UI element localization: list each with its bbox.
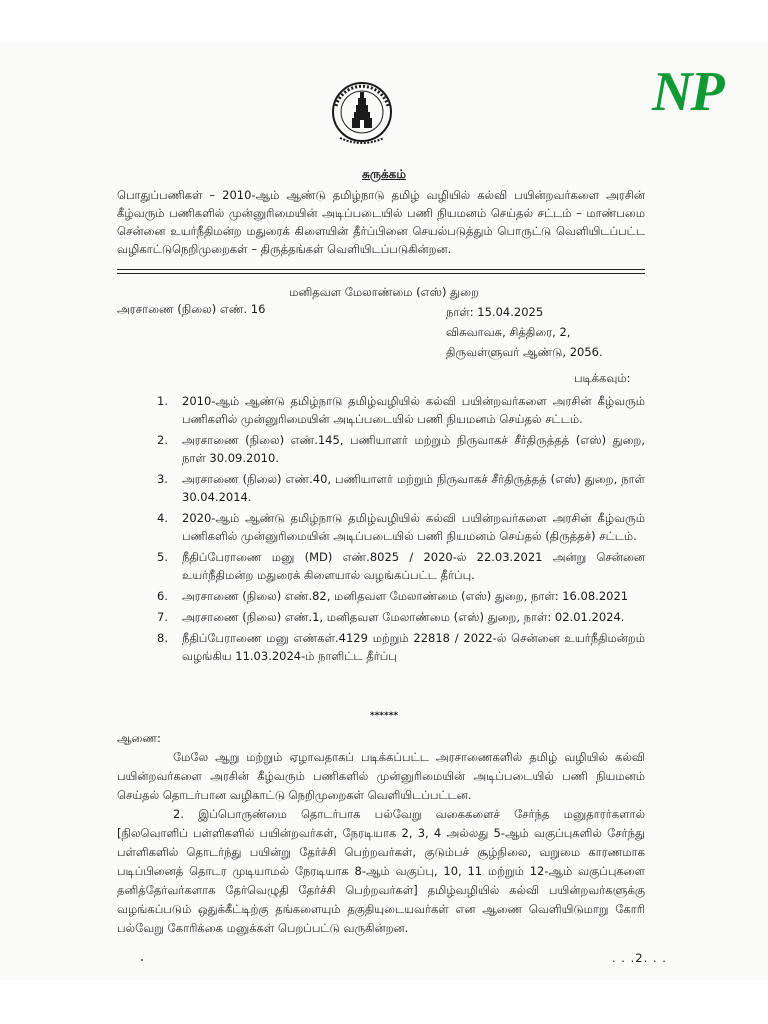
order-label: ஆணை: [117,731,161,745]
list-item-text: அரசாணை (நிலை) எண்.40, பணியாளர் மற்றும் நிருவாகச் சீர்திருத்தத் (எஸ்) துறை, நாள் 30.04.2014. [182,472,645,504]
list-item-text: அரசாணை (நிலை) எண்.1, மனிதவள மேலாண்மை (எஸ்) துறை, நாள்: 02.01.2024. [182,610,625,624]
date-block [446,302,603,362]
order-paragraph-2: 2. இப்பொருண்மை தொடர்பாக பல்வேறு வகைகளைச் சேர்ந்த மனுதாரர்களால் [நிலவொளிப் பள்ளிகளில் பயின்றவர்கள், நேரடியாக 2, 3, 4 அல்லது 5-ஆம் வகுப்புகளில் சேர்ந்து பள்ளிகளில் தொடர்ந்து பயின்று தேர்ச்சி பெற்றவர்கள், குடும்பச் சூழ்நிலை, வறுமை காரணமாக படிப்பினைத் தொடர முடியாமல் நேரடியாக 8-ஆம் வகுப்பு, 10, 11 மற்றும் 12-ஆம் வகுப்புகளை தனித்தேர்வர்களாக தேர்வெழுதி தேர்ச்சி பெற்றவர்கள்] தமிழ்வழியில் கல்வி பயின்றவர்களுக்கு வழங்கப்படும் ஒதுக்கீட்டிற்கு தங்களையும் தகுதியுடையவர்கள் என ஆணை வெளியிடுமாறு கோரி பல்வேறு கோரிக்கை மனுக்கள் பெறப்பட்டு வருகின்றன. [117,807,645,935]
document-title: சுருக்கம் [362,167,406,181]
tamil-nadu-state-emblem-icon [330,80,394,150]
list-item [157,587,645,605]
order-paragraph-1: மேலே ஆறு மற்றும் ஏழாவதாகப் படிக்கப்பட்ட அரசாணைகளில் தமிழ் வழியில் கல்வி பயின்றவர்களை அரசின் கீழ்வரும் பணிகளில் முன்னுரிமையின் அடிப்படையில் பணி நியமனம் செய்தல் தொடர்பான வழிகாட்டு நெறிமுறைகள் வெளியிடப்பட்டன. [117,750,645,802]
list-item-number: 2. [157,433,168,447]
thiruvalluvar-year-line: திருவள்ளுவர் ஆண்டு, 2056. [446,345,603,359]
list-item-text: அரசாணை (நிலை) எண்.82, மனிதவள மேலாண்மை (எஸ்) துறை, நாள்: 16.08.2021 [182,589,629,603]
date-line: நாள்: 15.04.2025 [446,305,544,319]
list-item [157,470,645,506]
list-item-text: அரசாணை (நிலை) எண்.145, பணியாளர் மற்றும் நிருவாகச் சீர்திருத்தத் (எஸ்) துறை, நாள் 30.09.2010. [182,433,645,465]
reference-list [157,392,645,668]
list-item-number: 4. [157,511,168,525]
list-item-text: நீதிப்பேராணை மனு (MD) எண்.8025 / 2020-ல் 22.03.2021 அன்று சென்னை உயர்நீதிமன்ற மதுரைக் கிளையால் வழங்கப்பட்ட தீர்ப்பு. [182,550,645,582]
list-item [157,608,645,626]
list-item-text: 2010-ஆம் ஆண்டு தமிழ்நாடு தமிழ்வழியில் கல்வி பயின்றவர்களை அரசின் கீழ்வரும் பணிகளில் முன்னுரிமையின் அடிப்படையில் பணி நியமனம் செய்தல் சட்டம். [182,394,646,426]
list-item [157,431,645,467]
list-item-number: 3. [157,472,168,486]
page-continuation: . . .2. . . [612,951,667,965]
list-item [157,392,645,428]
divider-rule [117,269,645,270]
list-item-text: நீதிப்பேராணை மனு எண்கள்.4129 மற்றும் 22818 / 2022-ல் சென்னை உயர்நீதிமன்றம் வழங்கிய 11.03.2024-ம் நாளிட்ட தீர்ப்பு [182,631,645,663]
list-item-number: 7. [157,610,168,624]
list-item-number: 1. [157,394,168,408]
list-item [157,548,645,584]
np-logo: NP [652,61,723,123]
list-item-number: 5. [157,550,168,564]
list-item-number: 8. [157,631,168,645]
section-separator: ****** [369,711,399,721]
go-number: அரசாணை (நிலை) எண். 16 [117,302,266,316]
read-label: படிக்கவும்: [574,371,631,385]
scan-speck [141,959,143,961]
list-item-text: 2020-ஆம் ஆண்டு தமிழ்நாடு தமிழ்வழியில் கல்வி பயின்றவர்களை அரசின் கீழ்வரும் பணிகளில் முன்னுரிமையின் அடிப்படையில் பணி நியமனம் செய்தல் (திருத்தச்) சட்டம். [182,511,646,543]
divider-rule [117,273,645,274]
tamil-date-line: விசுவாவசு, சித்திரை, 2, [446,325,571,339]
summary-text: பொதுப்பணிகள் – 2010-ஆம் ஆண்டு தமிழ்நாடு தமிழ் வழியில் கல்வி பயின்றவர்களை அரசின் கீழ்வரும் பணிகளில் முன்னுரிமையின் அடிப்படையில் பணி நியமனம் செய்தல் சட்டம் – மாண்பமை சென்னை உயர்நீதிமன்ற மதுரைக் கிளையின் தீர்ப்பினை செயல்படுத்தும் பொருட்டு வெளியிடப்பட்ட வழிகாட்டுநெறிமுறைகள் – திருத்தங்கள் வெளியிடப்படுகின்றன. [117,188,645,256]
list-item-number: 6. [157,589,168,603]
list-item [157,629,645,665]
department-heading: மனிதவள மேலாண்மை (எஸ்) துறை [289,285,479,299]
list-item [157,509,645,545]
